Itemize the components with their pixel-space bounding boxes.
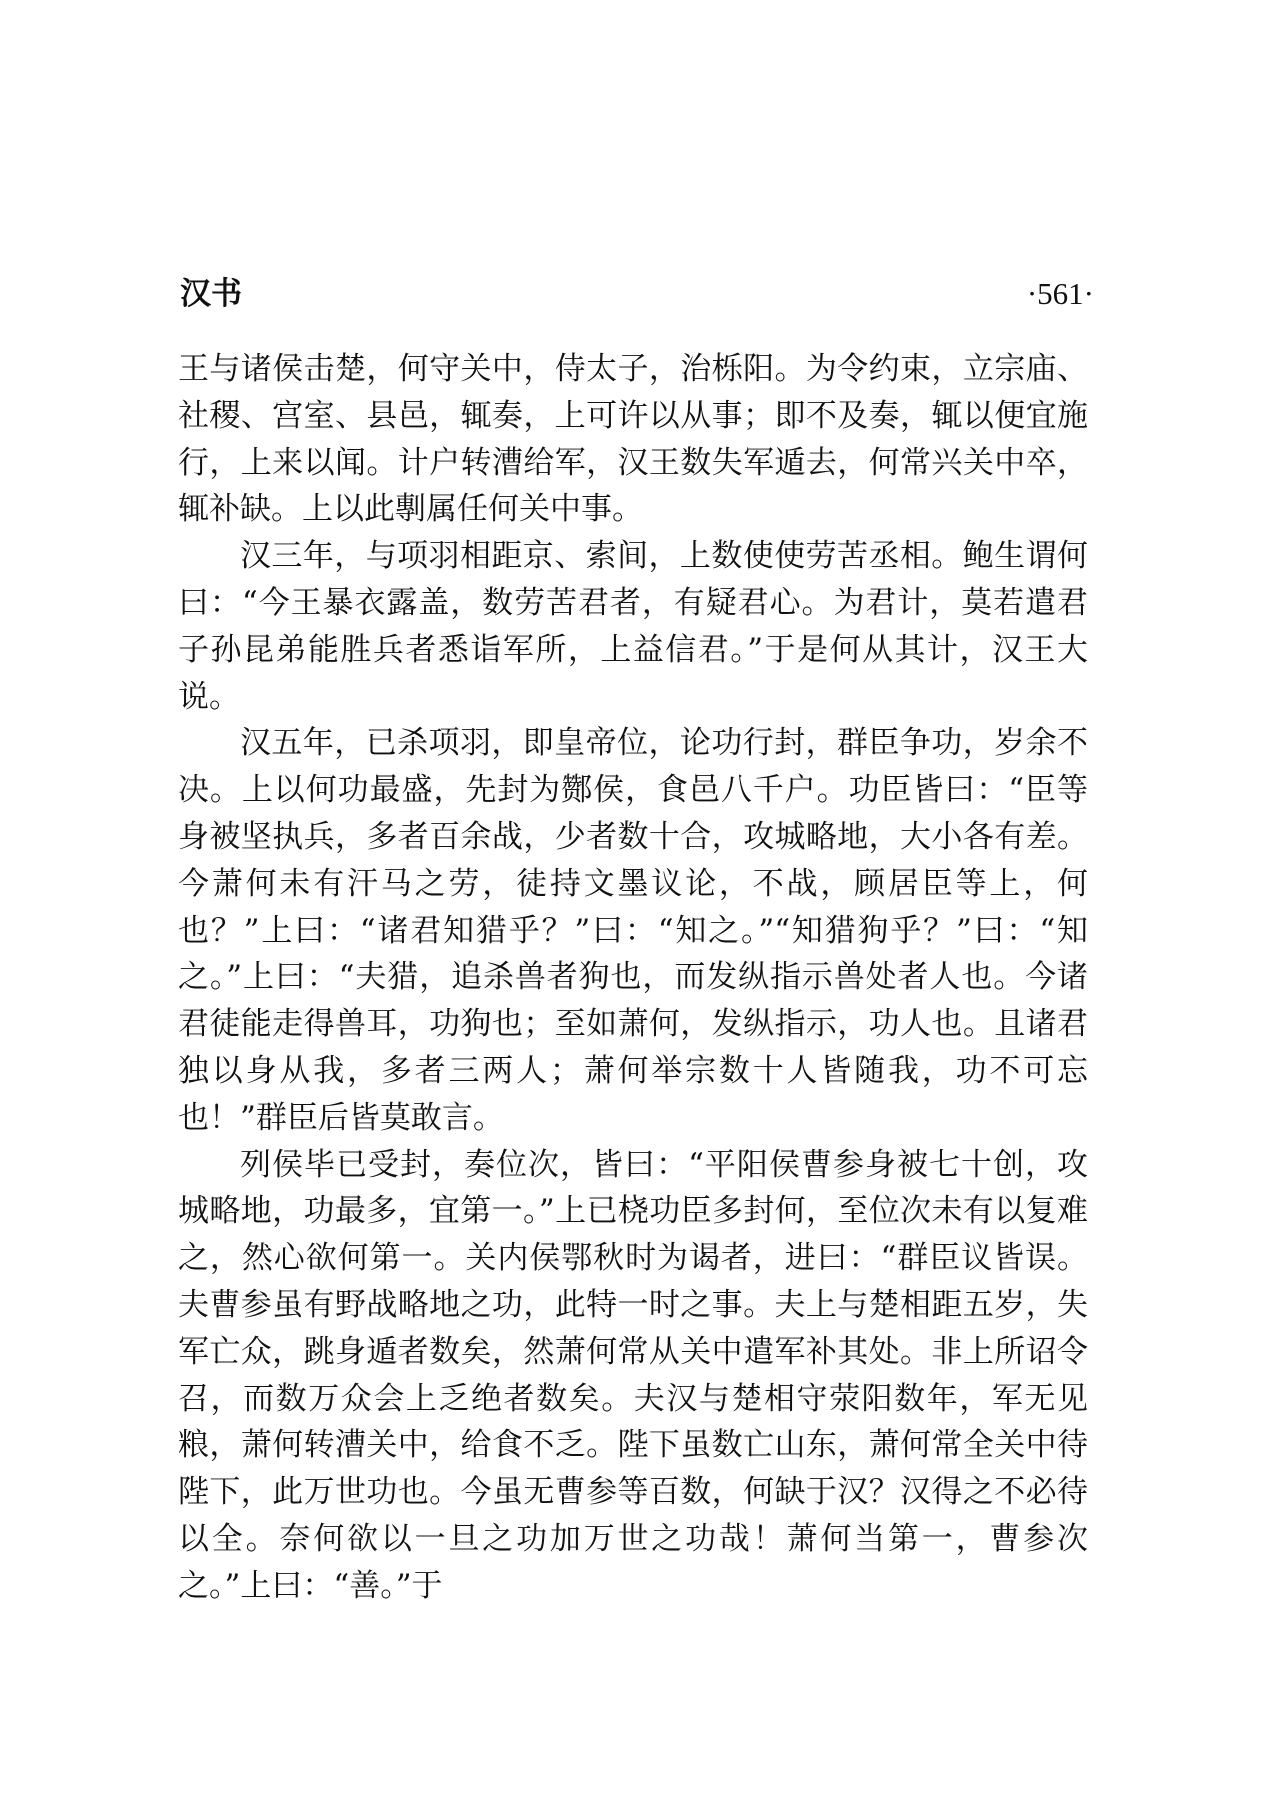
page-header	[180, 270, 1094, 318]
page-number: ·561·	[1026, 276, 1094, 311]
book-title: 汉书	[180, 276, 242, 312]
body-text	[178, 346, 1088, 1610]
paragraph: 汉五年，已杀项羽，即皇帝位，论功行封，群臣争功，岁余不决。上以何功最盛，先封为酂侯，食邑八千户。功臣皆曰：“臣等身被坚执兵，多者百余战，少者数十合，攻城略地，大小各有差。今萧何未有汗马之劳，徒持文墨议论，不战，顾居臣等上，何也？”上曰：“诸君知猎乎？”曰：“知之。”“知猎狗乎？”曰：“知之。”上曰：“夫猎，追杀兽者狗也，而发纵指示兽处者人也。今诸君徒能走得兽耳，功狗也；至如萧何，发纵指示，功人也。且诸君独以身从我，多者三两人；萧何举宗数十人皆随我，功不可忘也！”群臣后皆莫敢言。	[178, 725, 1088, 1136]
paragraph: 列侯毕已受封，奏位次，皆曰：“平阳侯曹参身被七十创，攻城略地，功最多，宜第一。”上已桡功臣多封何，至位次未有以复难之，然心欲何第一。关内侯鄂秋时为谒者，进曰：“群臣议皆误。夫曹参虽有野战略地之功，此特一时之事。夫上与楚相距五岁，失军亡众，跳身遁者数矣，然萧何常从关中遣军补其处。非上所诏令召，而数万众会上乏绝者数矣。夫汉与楚相守荥阳数年，军无见粮，萧何转漕关中，给食不乏。陛下虽数亡山东，萧何常全关中待陛下，此万世功也。今虽无曹参等百数，何缺于汉？汉得之不必待以全。奈何欲以一旦之功加万世之功哉！萧何当第一，曹参次之。”上曰：“善。”于	[178, 1146, 1088, 1604]
paragraph: 汉三年，与项羽相距京、索间，上数使使劳苦丞相。鲍生谓何曰：“今王暴衣露盖，数劳苦君者，有疑君心。为君计，莫若遣君子孙昆弟能胜兵者悉诣军所，上益信君。”于是何从其计，汉王大说。	[178, 538, 1088, 715]
paragraph: 王与诸侯击楚，何守关中，侍太子，治栎阳。为令约束，立宗庙、社稷、宫室、县邑，辄奏，上可许以从事；即不及奏，辄以便宜施行，上来以闻。计户转漕给军，汉王数失军遁去，何常兴关中卒，辄补缺。上以此剸属任何关中事。	[178, 351, 1088, 528]
